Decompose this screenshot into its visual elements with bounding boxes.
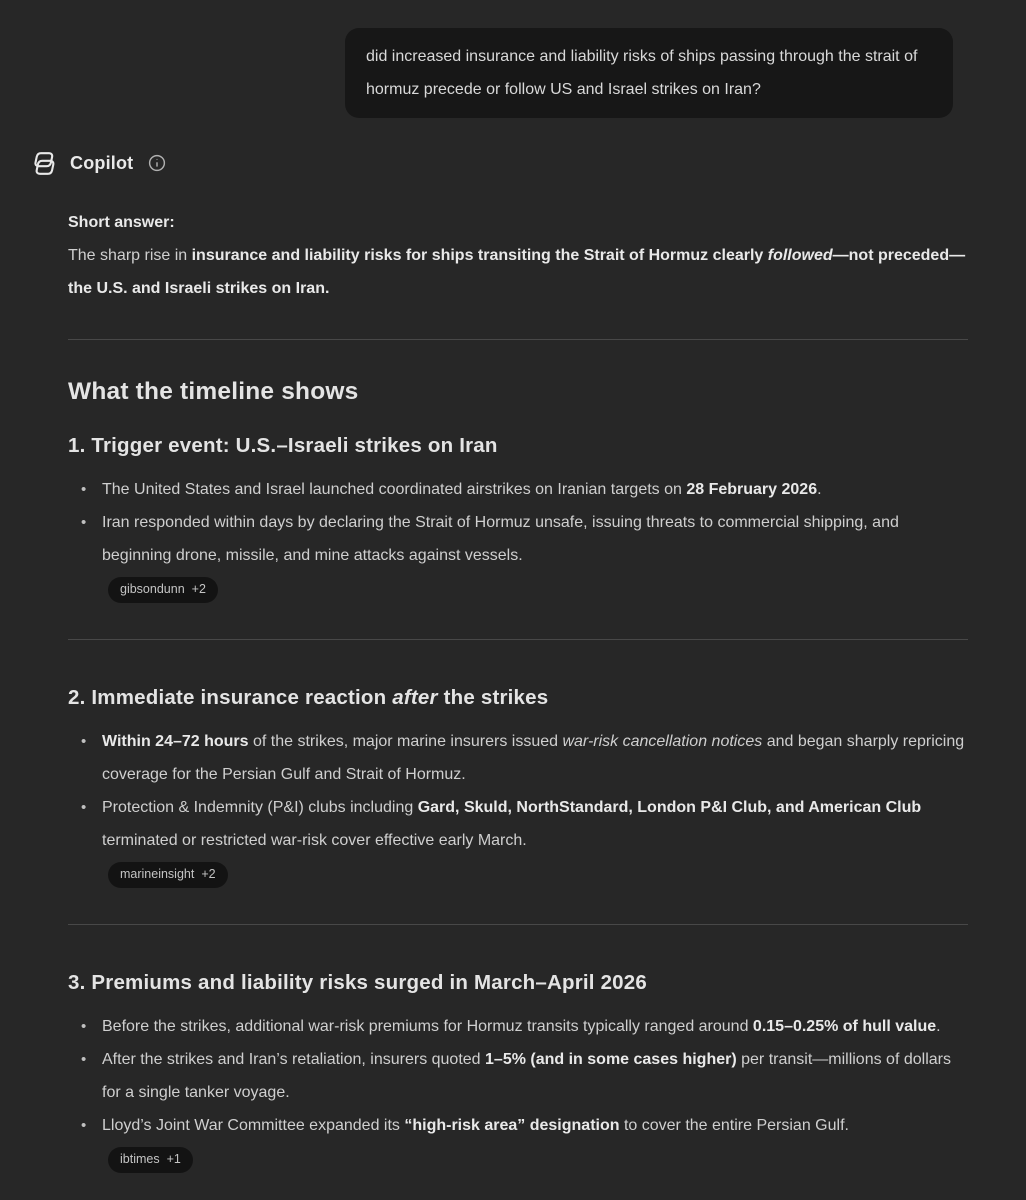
divider (68, 639, 968, 640)
citation-source: marineinsight (120, 867, 195, 881)
short-answer-label: Short answer: (68, 214, 175, 231)
timeline-section-2 (68, 684, 968, 890)
list-item: • After the strikes and Iran’s retaliation, insurers quoted 1–5% (and in some cases higher) per transit—millions of dollars for a single tanker voyage. (68, 1043, 968, 1109)
assistant-answer (68, 206, 968, 1175)
citation-extra-count: +2 (201, 867, 216, 881)
user-message-row (0, 0, 1026, 118)
list-item: • Before the strikes, additional war-risk premiums for Hormuz transits typically ranged around 0.15–0.25% of hull value. (68, 1010, 968, 1043)
user-message-text: did increased insurance and liability risks of ships passing through the strait of hormuz precede or follow US and Israel strikes on Iran? (366, 48, 918, 98)
citation-badge[interactable] (108, 577, 218, 603)
assistant-name: Copilot (70, 152, 134, 173)
list-item: • Within 24–72 hours of the strikes, major marine insurers issued war-risk cancellation notices and began sharply repricing coverage for the Persian Gulf and Strait of Hormuz. (68, 725, 968, 791)
section-1-title: 1. Trigger event: U.S.–Israeli strikes on Iran (68, 434, 498, 457)
citation-source: ibtimes (120, 1152, 160, 1166)
timeline-heading: What the timeline shows (68, 378, 359, 405)
divider (68, 924, 968, 925)
info-icon[interactable] (148, 154, 166, 172)
list-item: • The United States and Israel launched coordinated airstrikes on Iranian targets on 28 February 2026. (68, 473, 968, 506)
citation-extra-count: +1 (166, 1152, 181, 1166)
timeline-section-1 (68, 432, 968, 605)
user-message-bubble (345, 28, 953, 118)
section-2-bullets (68, 725, 968, 857)
assistant-header (30, 148, 1026, 178)
section-1-bullets (68, 473, 968, 572)
section-3-title: 3. Premiums and liability risks surged in March–April 2026 (68, 971, 647, 994)
copilot-logo-icon (30, 149, 59, 178)
citation-extra-count: +2 (191, 582, 206, 596)
list-item: • Iran responded within days by declaring the Strait of Hormuz unsafe, issuing threats to commercial shipping, and beginning drone, missile, and mine attacks against vessels. (68, 506, 968, 572)
section-3-bullets (68, 1010, 968, 1142)
list-item: • Protection & Indemnity (P&I) clubs including Gard, Skuld, NorthStandard, London P&I Club, and American Club terminated or restricted war-risk cover effective early March. (68, 791, 968, 857)
list-item: • Lloyd’s Joint War Committee expanded its “high-risk area” designation to cover the entire Persian Gulf. (68, 1109, 968, 1142)
timeline-section-3 (68, 969, 968, 1175)
section-2-title: 2. Immediate insurance reaction after the strikes (68, 686, 549, 709)
divider (68, 339, 968, 340)
citation-source: gibsondunn (120, 582, 185, 596)
short-answer-text: The sharp rise in insurance and liability risks for ships transiting the Strait of Hormuz clearly followed—not preceded—the U.S. and Israeli strikes on Iran. (68, 247, 966, 297)
citation-badge[interactable] (108, 862, 228, 888)
citation-badge[interactable] (108, 1147, 193, 1173)
